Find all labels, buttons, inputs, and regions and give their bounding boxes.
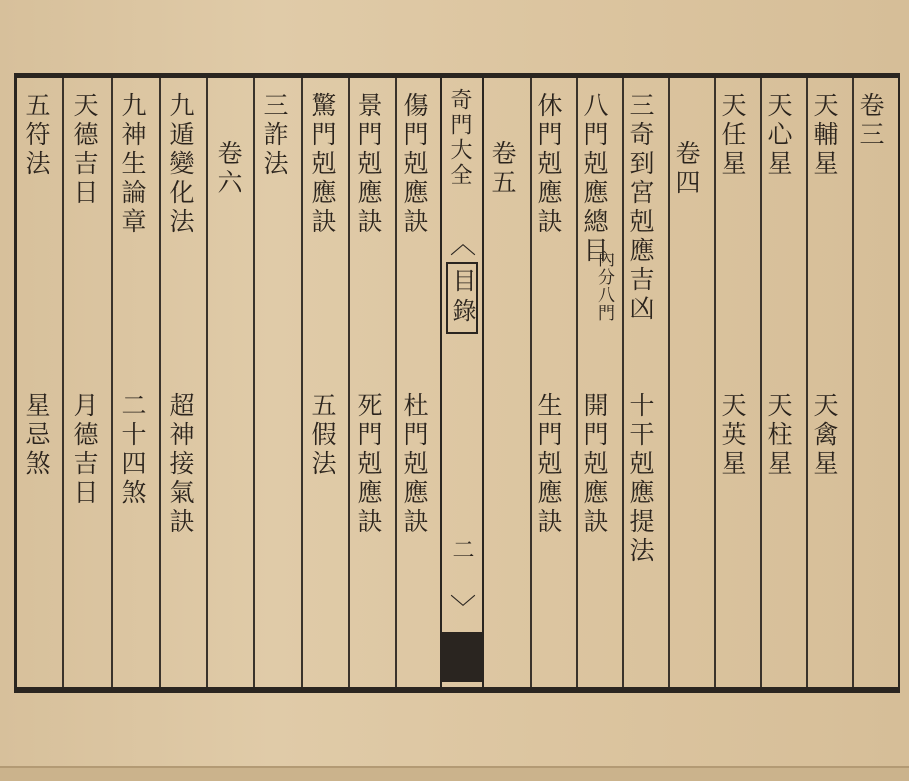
- toc-entry: 九遁變化法: [166, 92, 195, 237]
- juan-heading: 卷四: [672, 140, 701, 198]
- toc-entry: 杜門剋應訣: [400, 392, 429, 537]
- column-rule: [348, 78, 350, 687]
- toc-entry: 八門剋應總目: [580, 92, 609, 266]
- toc-entry: 五假法: [308, 392, 337, 479]
- column-rule: [301, 78, 303, 687]
- toc-entry: 死門剋應訣: [354, 392, 383, 537]
- toc-entry: 景門剋應訣: [354, 92, 383, 237]
- column-rule: [111, 78, 113, 687]
- column-rule: [714, 78, 716, 687]
- toc-entry: 天柱星: [764, 392, 793, 479]
- toc-entry: 天德吉日: [70, 92, 99, 208]
- fish-tail-top-icon: ︿: [450, 230, 477, 260]
- column-rule: [668, 78, 670, 687]
- column-rule: [760, 78, 762, 687]
- toc-entry: 天心星: [764, 92, 793, 179]
- toc-entry: 九神生論章: [118, 92, 147, 237]
- page-number: 二: [449, 538, 474, 563]
- toc-entry: 三奇到宮剋應吉凶: [626, 92, 655, 324]
- section-label: 目錄: [446, 262, 478, 334]
- toc-entry: 開門剋應訣: [580, 392, 609, 537]
- toc-entry: 傷門剋應訣: [400, 92, 429, 237]
- column-rule: [576, 78, 578, 687]
- toc-entry: 天英星: [718, 392, 747, 479]
- toc-entry: 三詐法: [260, 92, 289, 179]
- fish-tail-bottom-icon: ﹀: [450, 594, 477, 624]
- toc-entry: 五符法: [22, 92, 51, 179]
- column-rule: [530, 78, 532, 687]
- toc-note: 內分八門: [594, 250, 614, 322]
- toc-entry: 休門剋應訣: [534, 92, 563, 237]
- toc-entry: 天任星: [718, 92, 747, 179]
- toc-entry: 天輔星: [810, 92, 839, 179]
- toc-entry: 驚門剋應訣: [308, 92, 337, 237]
- toc-entry: 星忌煞: [22, 392, 51, 479]
- column-rule: [395, 78, 397, 687]
- toc-entry: 天禽星: [810, 392, 839, 479]
- column-rule: [253, 78, 255, 687]
- book-title: 奇門大全: [447, 88, 472, 188]
- juan-heading: 卷六: [214, 140, 243, 198]
- column-rule: [806, 78, 808, 687]
- column-rule: [622, 78, 624, 687]
- column-rule: [852, 78, 854, 687]
- juan-heading: 卷三: [856, 92, 885, 150]
- column-rule: [62, 78, 64, 687]
- toc-entry: 月德吉日: [70, 392, 99, 508]
- toc-entry: 十干剋應提法: [626, 392, 655, 566]
- fold-black-mouth: [442, 632, 482, 682]
- juan-heading: 卷五: [488, 140, 517, 198]
- toc-entry: 超神接氣訣: [166, 392, 195, 537]
- toc-entry: 二十四煞: [118, 392, 147, 508]
- toc-entry: 生門剋應訣: [534, 392, 563, 537]
- column-rule: [159, 78, 161, 687]
- column-rule: [206, 78, 208, 687]
